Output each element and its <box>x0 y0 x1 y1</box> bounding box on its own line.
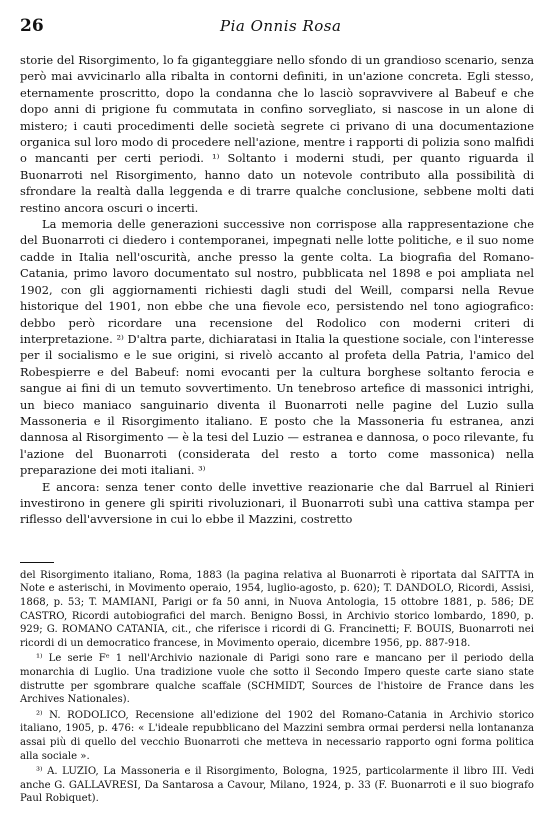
footnote-1: ¹⁾ Le serie Fᵉ 1 nell'Archivio nazionale di Parigi sono rare e mancano per il periodo della monarchia di Luglio. Una tradizione vuole che sotto il Secondo Impero queste carte siano state distrutte per sgombrare qualche scaffale (SCHMIDT, Sources de l'histoire de France dans les Archives Nationales). <box>20 653 534 706</box>
paragraph: E ancora: senza tener conto delle invettive reazionarie che dal Barruel al Rinieri investirono in genere gli spiriti rivoluzionari, il Buonarroti subì una cattiva stampa per riflesso dell'avversione in cui lo ebbe il Mazzini, costretto <box>20 479 534 527</box>
footnote-2: ²⁾ N. RODOLICO, Recensione all'edizione del 1902 del Romano-Catania in Archivio storico italiano, 1905, p. 476: « L'ideale repubblicano del Mazzini sembra ormai perdersi nella lontananza assai più di quello del vecchio Buonarroti che metteva in necessario rapporto ogni forma politica alla sociale ». <box>20 709 534 762</box>
body-text <box>20 52 534 528</box>
paragraph: La memoria delle generazioni successive non corrispose alla rappresentazione che del Buonarroti ci diedero i contemporanei, impegnati nelle lotte politiche, e il suo nome cadde in Italia nell'oscurità, anche presso la gente colta. La biografia del Romano-Catania, primo lavoro documentato sul nostro, pubblicata nel 1898 e poi ampliata nel 1902, con gli aggiornamenti richiesti dagli studi del Weill, comparsi nella Revue historique del 1901, non ebbe che una fievole eco, persistendo nel tono agiografico: debbo però ricordare una recensione del Rodolico con moderni criteri di interpretazione. ²⁾ D'altra parte, dichiaratasi in Italia la questione sociale, con l'interesse per il socialismo e le sue origini, si rivelò accanto al profeta della Patria, l'amico del Robespierre e del Babeuf: nomi evocanti per la cultura borghese soltanto ferocia e sangue ai fini di un temuto sovvertimento. Un tenebroso artefice di massonici intrighi, un bieco maniaco sanguinario diventa il Buonarroti nelle pagine del Luzio sulla Massoneria e il Risorgimento italiano. E posto che la Massoneria fu estranea, anzi dannosa al Risorgimento — è la tesi del Luzio — estranea e dannosa, o poco rilevante, fu l'azione del Buonarroti (considerata del resto a torto come massonica) nella preparazione dei moti italiani. ³⁾ <box>20 217 534 478</box>
footnote-rule <box>20 562 54 563</box>
paragraph: storie del Risorgimento, lo fa giganteggiare nello sfondo di un grandioso scenario, senza però mai avvicinarlo alla ribalta in contorni definiti, in un'azione concreta. Egli stesso, eternamente proscritto, dopo la condanna che lo lasciò sopravvivere al Babeuf e che dopo anni di prigione fu commutata in confino sorvegliato, si nascose in un alone di mistero; i cauti procedimenti delle società segrete ci privano di una documentazione organica sul loro modo di procedere nell'azione, mentre i rapporti di polizia sono malfidi o mancanti per certi periodi. ¹⁾ Soltanto i moderni studi, per quanto riguarda il Buonarroti nel Risorgimento, hanno dato un notevole contributo alla possibilità di sfrondare la realtà dalla leggenda e di trarre qualche conclusione, sebbene molti dati restino ancora oscuri o incerti. <box>20 53 534 215</box>
footnote-continuation: del Risorgimento italiano, Roma, 1883 (la pagina relativa al Buonarroti è riportata dal SAITTA in Note e asterischi, in Movimento operaio, 1954, luglio-agosto, p. 620); T. DANDOLO, Ricordi, Assisi, 1868, p. 53; T. MAMIANI, Parigi or fa 50 anni, in Nuova Antologia, 15 ottobre 1881, p. 586; DE CASTRO, Ricordi autobiografici del march. Benigno Bossi, in Archivio storico lombardo, 1890, p. 929; G. ROMANO CATANIA, cit., che riferisce i ricordi di G. Francinetti; F. BOUIS, Buonarroti nei ricordi di un democratico francese, in Movimento operaio, dicembre 1956, pp. 887-918. <box>20 569 534 649</box>
footnote-3: ³⁾ A. LUZIO, La Massoneria e il Risorgimento, Bologna, 1925, particolarmente il libro III. Vedi anche G. GALLAVRESI, Da Santarosa a Cavour, Milano, 1924, p. 33 (F. Buonarroti e il suo biografo Paul Robiquet). <box>20 766 534 805</box>
footnotes <box>20 569 534 806</box>
running-title: Pia Onnis Rosa <box>220 17 342 35</box>
running-head <box>20 16 534 42</box>
page-number: 26 <box>20 16 44 36</box>
